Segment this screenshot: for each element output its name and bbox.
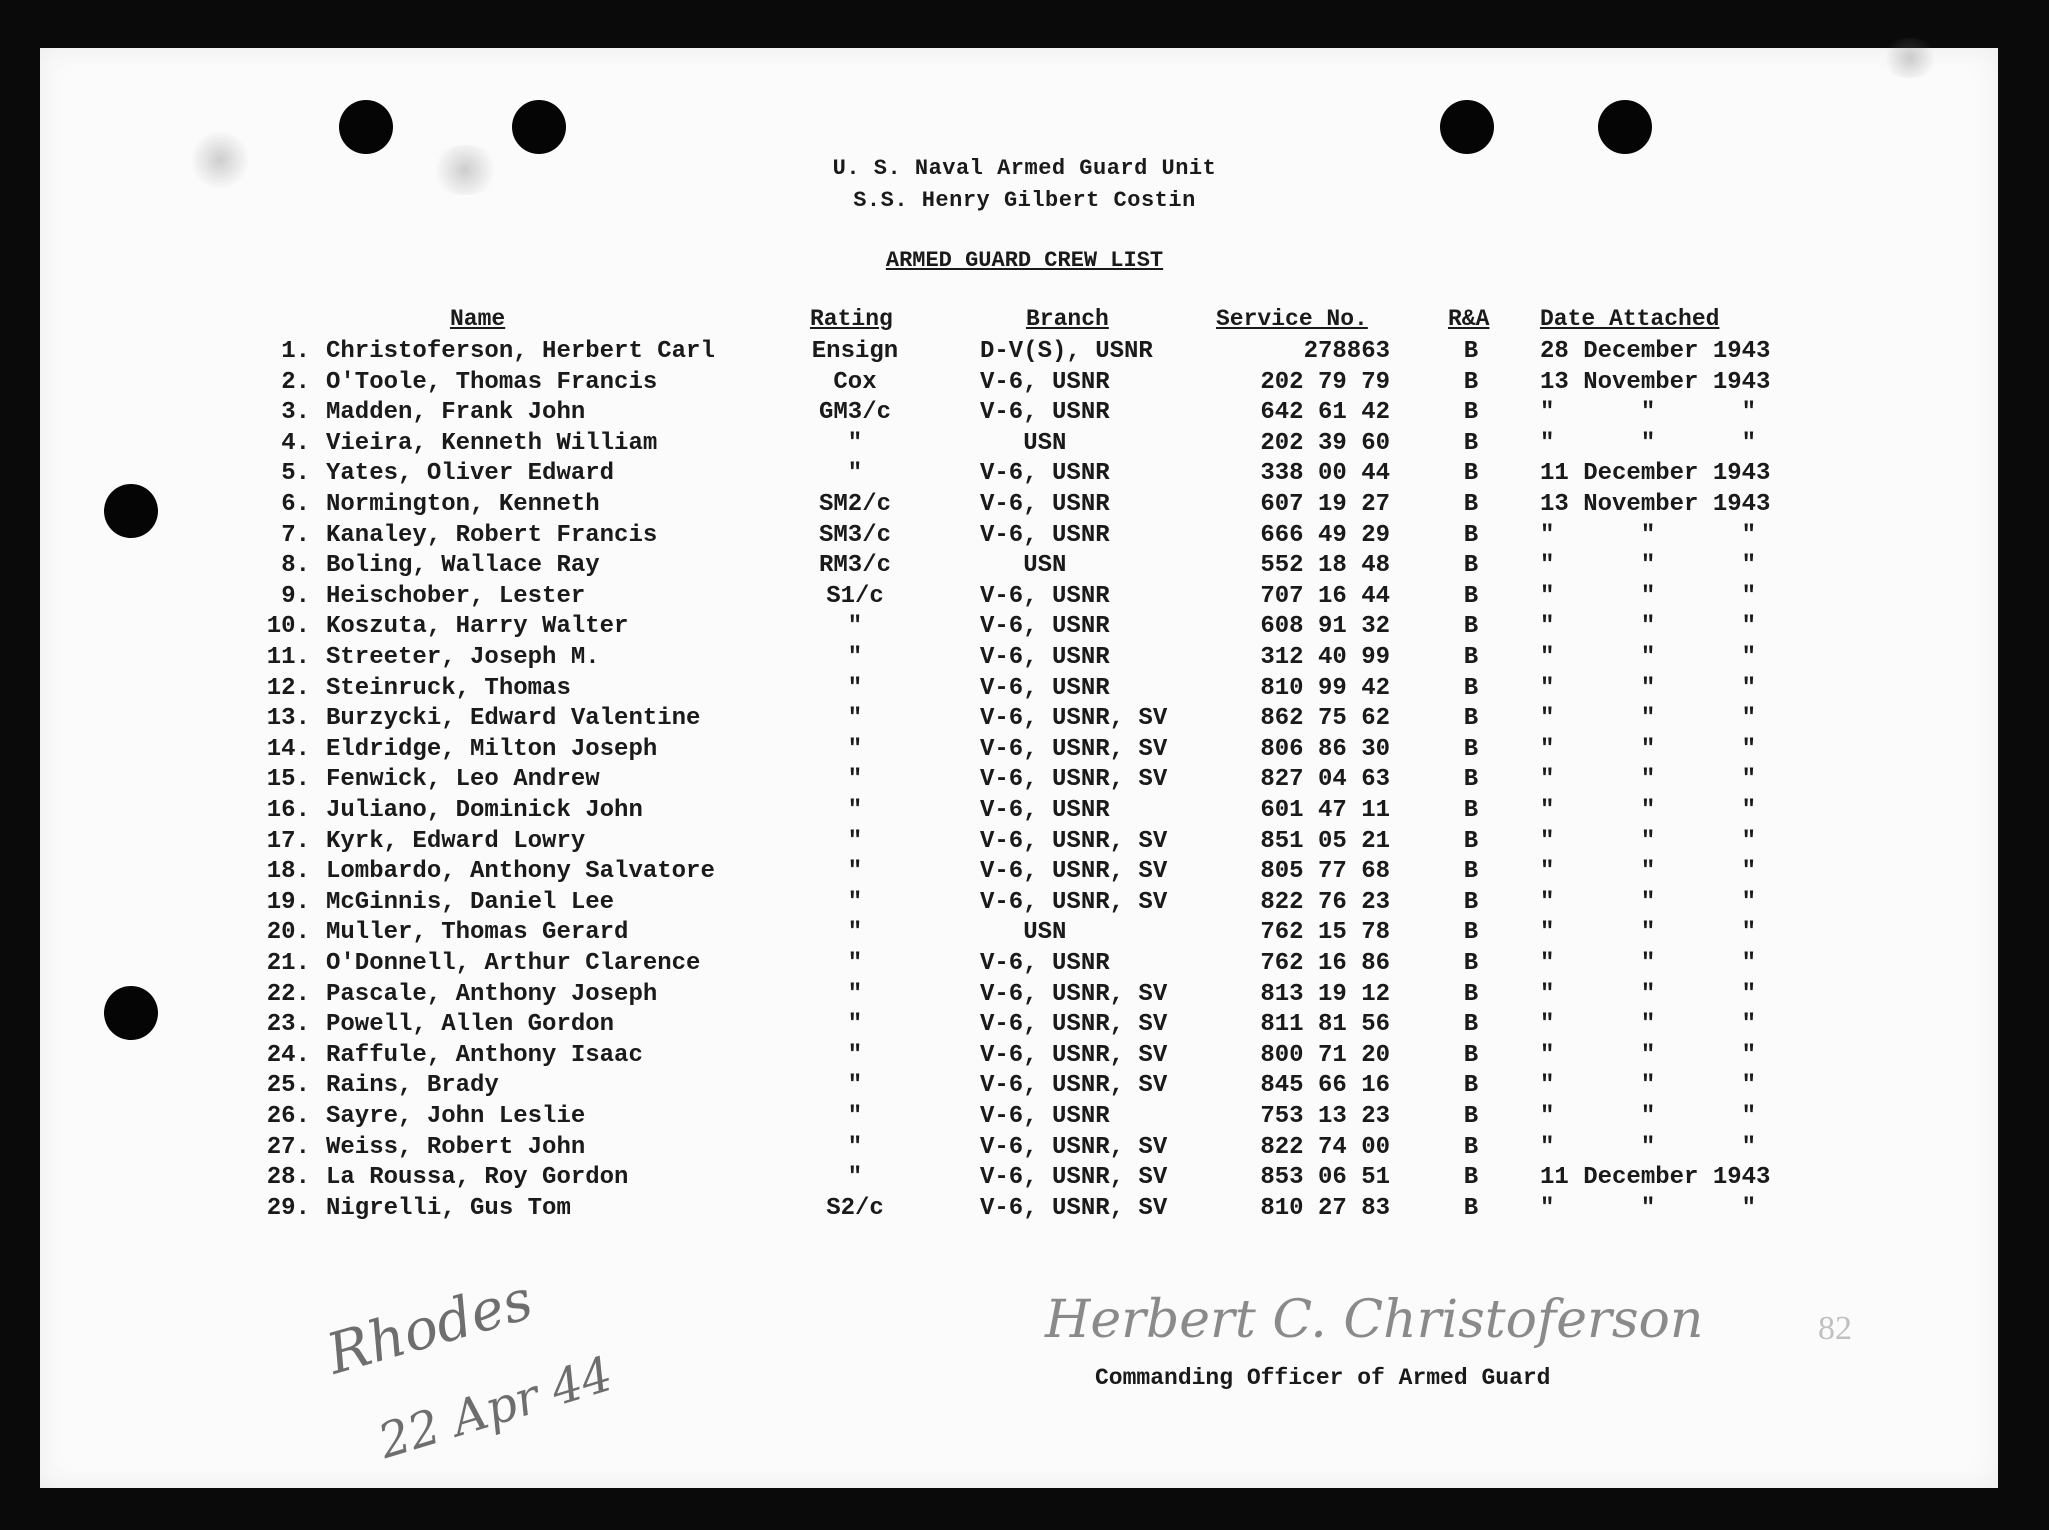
crew-row [0,797,2049,827]
crew-row [0,369,2049,399]
crew-rating: RM3/c [818,552,891,580]
crew-ra: B [1463,582,1479,610]
crew-service-no: 707 16 44 [1260,582,1390,610]
crew-date-attached: 11 December 1943 [1540,1164,1771,1192]
row-number: 8. [281,552,310,580]
crew-row [0,644,2049,674]
crew-row [0,828,2049,858]
crew-name: Raffule, Anthony Isaac [326,1041,643,1069]
crew-branch: V-6, USNR [980,644,1110,671]
row-number: 4. [281,429,310,457]
crew-rating: S1/c [826,582,884,610]
crew-name: Eldridge, Milton Joseph [326,735,658,763]
crew-ra: B [1463,399,1479,427]
crew-name: Vieira, Kenneth William [326,429,658,457]
crew-ra: B [1463,1072,1479,1100]
crew-rating: " [847,429,863,457]
row-number: 23. [266,1011,310,1039]
row-number: 21. [266,950,310,977]
crew-service-no: 601 47 11 [1260,797,1390,824]
crew-row [0,613,2049,643]
crew-name: O'Donnell, Arthur Clarence [326,950,701,977]
crew-ra: B [1463,338,1479,365]
crew-service-no: 607 19 27 [1260,491,1390,518]
crew-rating: " [847,888,863,916]
crew-service-no: 805 77 68 [1260,858,1390,886]
row-number: 25. [266,1072,310,1100]
crew-service-no: 642 61 42 [1260,399,1390,427]
row-number: 18. [266,858,310,886]
row-number: 24. [266,1041,310,1069]
row-number: 14. [266,735,310,763]
crew-service-no: 822 76 23 [1260,888,1390,916]
crew-service-no: 827 04 63 [1260,766,1390,794]
unit-header: U. S. Naval Armed Guard Unit [832,156,1217,181]
crew-service-no: 806 86 30 [1260,735,1390,763]
crew-name: Kyrk, Edward Lowry [326,827,586,855]
handwritten-note-date: 22 Apr 44 [372,1345,619,1471]
crew-ra: B [1463,888,1479,916]
punch-hole [339,100,393,154]
column-header-service-no: Service No. [1216,306,1368,332]
crew-row [0,1011,2049,1041]
crew-branch: V-6, USNR [980,950,1110,977]
column-header-rating: Rating [810,306,893,332]
crew-ra: B [1463,705,1479,733]
crew-date-attached: " " " [1540,735,1757,763]
crew-name: Streeter, Joseph M. [326,644,600,671]
crew-name: Burzycki, Edward Valentine [326,705,701,733]
crew-ra: B [1463,368,1479,396]
crew-date-attached: " " " [1540,858,1757,886]
crew-branch: V-6, USNR, SV [980,1133,1168,1161]
crew-date-attached: " " " [1540,1041,1757,1069]
crew-rating: " [847,919,863,947]
crew-service-no: 810 99 42 [1260,674,1390,702]
crew-branch: V-6, USNR [980,797,1110,824]
crew-ra: B [1463,429,1479,457]
row-number: 9. [281,582,310,610]
crew-branch: V-6, USNR, SV [980,1041,1168,1069]
crew-rating: " [847,980,863,1008]
crew-name: Heischober, Lester [326,582,586,610]
crew-branch: V-6, USNR [980,460,1110,488]
crew-date-attached: " " " [1540,1011,1757,1039]
row-number: 3. [281,399,310,427]
crew-name: Kanaley, Robert Francis [326,521,658,549]
crew-rating: " [847,858,863,886]
crew-name: O'Toole, Thomas Francis [326,368,658,396]
crew-service-no: 666 49 29 [1260,521,1390,549]
row-number: 28. [266,1164,310,1192]
crew-rating: " [847,1072,863,1100]
crew-service-no: 853 06 51 [1260,1164,1390,1192]
row-number: 29. [266,1194,310,1222]
crew-name: Rains, Brady [326,1072,499,1100]
crew-row [0,1134,2049,1164]
row-number: 6. [281,491,310,518]
crew-service-no: 762 16 86 [1260,950,1390,977]
crew-rating: SM2/c [818,491,891,518]
crew-service-no: 813 19 12 [1260,980,1390,1008]
crew-branch: V-6, USNR, SV [980,1194,1168,1222]
crew-row [0,1072,2049,1102]
crew-name: Christoferson, Herbert Carl [326,338,715,365]
crew-date-attached: 28 December 1943 [1540,338,1771,365]
crew-branch: V-6, USNR, SV [980,888,1168,916]
crew-name: Lombardo, Anthony Salvatore [326,858,715,886]
crew-branch: V-6, USNR [980,613,1110,641]
crew-rating: " [847,1103,863,1130]
row-number: 20. [266,919,310,947]
crew-row [0,583,2049,613]
row-number: 10. [266,613,310,641]
crew-name: Juliano, Dominick John [326,797,643,824]
crew-date-attached: " " " [1540,399,1757,427]
row-number: 16. [266,797,310,824]
crew-row [0,889,2049,919]
crew-rating: " [847,1164,863,1192]
column-header-name: Name [450,306,506,332]
crew-branch: V-6, USNR, SV [980,1011,1168,1039]
crew-row [0,338,2049,368]
crew-date-attached: " " " [1540,674,1757,702]
crew-date-attached: " " " [1540,1072,1757,1100]
crew-branch: V-6, USNR, SV [980,827,1168,855]
crew-name: La Roussa, Roy Gordon [326,1164,629,1192]
crew-service-no: 800 71 20 [1260,1041,1390,1069]
crew-service-no: 822 74 00 [1260,1133,1390,1161]
crew-date-attached: " " " [1540,521,1757,549]
crew-date-attached: " " " [1540,644,1757,671]
crew-service-no: 552 18 48 [1260,552,1390,580]
crew-name: Yates, Oliver Edward [326,460,615,488]
crew-service-no: 202 79 79 [1260,368,1390,396]
crew-ra: B [1463,919,1479,947]
crew-ra: B [1463,644,1479,671]
crew-service-no: 338 00 44 [1260,460,1390,488]
crew-service-no: 845 66 16 [1260,1072,1390,1100]
crew-row [0,552,2049,582]
crew-date-attached: " " " [1540,613,1757,641]
crew-row [0,1042,2049,1072]
punch-hole [1440,100,1494,154]
crew-row [0,981,2049,1011]
crew-name: Koszuta, Harry Walter [326,613,629,641]
crew-service-no: 811 81 56 [1260,1011,1390,1039]
crew-rating: S2/c [826,1194,884,1222]
crew-service-no: 753 13 23 [1260,1103,1390,1130]
crew-ra: B [1463,827,1479,855]
crew-row [0,919,2049,949]
crew-branch: V-6, USNR, SV [980,1072,1168,1100]
column-header-branch: Branch [1026,306,1109,332]
page-number: 82 [1818,1310,1852,1347]
crew-branch: V-6, USNR [980,521,1110,549]
crew-date-attached: " " " [1540,827,1757,855]
crew-rating: " [847,950,863,977]
column-header-date-attached: Date Attached [1540,306,1720,332]
crew-rating: " [847,674,863,702]
crew-rating: " [847,613,863,641]
signature-title: Commanding Officer of Armed Guard [1095,1365,1551,1391]
ship-header: S.S. Henry Gilbert Costin [853,188,1196,213]
crew-ra: B [1463,950,1479,977]
crew-name: Fenwick, Leo Andrew [326,766,600,794]
crew-rating: " [847,644,863,671]
crew-branch: V-6, USNR [980,582,1110,610]
crew-date-attached: " " " [1540,705,1757,733]
smudge-mark [1880,38,1940,78]
crew-ra: B [1463,797,1479,824]
crew-ra: B [1463,1103,1479,1130]
crew-date-attached: " " " [1540,919,1757,947]
crew-ra: B [1463,858,1479,886]
crew-service-no: 810 27 83 [1260,1194,1390,1222]
crew-date-attached: " " " [1540,1133,1757,1161]
crew-date-attached: " " " [1540,766,1757,794]
crew-branch: USN [980,429,1067,457]
crew-date-attached: 13 November 1943 [1540,491,1771,518]
crew-branch: V-6, USNR, SV [980,858,1168,886]
crew-branch: D-V(S), USNR [980,338,1153,365]
crew-date-attached: " " " [1540,582,1757,610]
crew-service-no: 278863 [1303,338,1390,365]
crew-name: Nigrelli, Gus Tom [326,1194,571,1222]
crew-row [0,950,2049,980]
row-number: 26. [266,1103,310,1130]
crew-date-attached: " " " [1540,552,1757,580]
crew-service-no: 851 05 21 [1260,827,1390,855]
crew-rating: " [847,1041,863,1069]
row-number: 13. [266,705,310,733]
document-title: ARMED GUARD CREW LIST [885,248,1164,273]
crew-branch: V-6, USNR, SV [980,980,1168,1008]
punch-hole [512,100,566,154]
crew-branch: V-6, USNR, SV [980,705,1168,733]
crew-row [0,705,2049,735]
crew-branch: V-6, USNR [980,368,1110,396]
crew-rating: " [847,735,863,763]
row-number: 19. [266,888,310,916]
row-number: 17. [266,827,310,855]
crew-date-attached: 11 December 1943 [1540,460,1771,488]
crew-ra: B [1463,521,1479,549]
crew-date-attached: " " " [1540,1103,1757,1130]
handwritten-note-name: Rhodes [320,1267,540,1388]
crew-service-no: 762 15 78 [1260,919,1390,947]
crew-row [0,1103,2049,1133]
crew-date-attached: " " " [1540,1194,1757,1222]
crew-rating: " [847,1133,863,1161]
crew-branch: V-6, USNR, SV [980,735,1168,763]
crew-name: Madden, Frank John [326,399,586,427]
crew-rating: GM3/c [818,399,891,427]
crew-rating: " [847,460,863,488]
crew-service-no: 862 75 62 [1260,705,1390,733]
crew-rating: " [847,1011,863,1039]
crew-name: Boling, Wallace Ray [326,552,600,580]
crew-ra: B [1463,766,1479,794]
crew-name: Muller, Thomas Gerard [326,919,629,947]
crew-name: Weiss, Robert John [326,1133,586,1161]
crew-name: Steinruck, Thomas [326,674,571,702]
crew-row [0,522,2049,552]
crew-rating: " [847,797,863,824]
crew-branch: V-6, USNR, SV [980,766,1168,794]
crew-service-no: 312 40 99 [1260,644,1390,671]
crew-date-attached: " " " [1540,429,1757,457]
row-number: 5. [281,460,310,488]
crew-rating: SM3/c [818,521,891,549]
row-number: 12. [266,674,310,702]
crew-row [0,430,2049,460]
crew-ra: B [1463,1011,1479,1039]
crew-name: Powell, Allen Gordon [326,1011,615,1039]
crew-ra: B [1463,491,1479,518]
row-number: 7. [281,521,310,549]
crew-row [0,491,2049,521]
crew-service-no: 202 39 60 [1260,429,1390,457]
crew-name: McGinnis, Daniel Lee [326,888,615,916]
crew-rating: Ensign [811,338,899,365]
crew-ra: B [1463,674,1479,702]
crew-name: Normington, Kenneth [326,491,600,518]
crew-branch: V-6, USNR [980,399,1110,427]
punch-hole [1598,100,1652,154]
crew-branch: V-6, USNR, SV [980,1164,1168,1192]
crew-ra: B [1463,613,1479,641]
crew-branch: USN [980,552,1067,580]
crew-ra: B [1463,552,1479,580]
signature: Herbert C. Christoferson [1045,1290,1704,1350]
row-number: 27. [266,1133,310,1161]
crew-name: Pascale, Anthony Joseph [326,980,658,1008]
crew-ra: B [1463,735,1479,763]
crew-row [0,1195,2049,1225]
crew-rating: " [847,705,863,733]
crew-row [0,675,2049,705]
crew-branch: USN [980,919,1067,947]
crew-date-attached: " " " [1540,950,1757,977]
crew-date-attached: " " " [1540,980,1757,1008]
row-number: 22. [266,980,310,1008]
column-header-ra: R&A [1448,306,1490,332]
crew-ra: B [1463,1164,1479,1192]
crew-service-no: 608 91 32 [1260,613,1390,641]
crew-row [0,399,2049,429]
crew-branch: V-6, USNR [980,674,1110,702]
crew-ra: B [1463,460,1479,488]
crew-row [0,858,2049,888]
crew-ra: B [1463,1133,1479,1161]
crew-name: Sayre, John Leslie [326,1103,586,1130]
row-number: 15. [266,766,310,794]
crew-branch: V-6, USNR [980,1103,1110,1130]
crew-date-attached: " " " [1540,797,1757,824]
crew-date-attached: 13 November 1943 [1540,368,1771,396]
crew-row [0,460,2049,490]
crew-ra: B [1463,980,1479,1008]
crew-ra: B [1463,1194,1479,1222]
row-number: 1. [281,338,310,365]
crew-row [0,736,2049,766]
row-number: 2. [281,368,310,396]
crew-rating: " [847,827,863,855]
crew-branch: V-6, USNR [980,491,1110,518]
row-number: 11. [266,644,310,671]
crew-row [0,1164,2049,1194]
crew-date-attached: " " " [1540,888,1757,916]
crew-ra: B [1463,1041,1479,1069]
crew-rating: " [847,766,863,794]
crew-row [0,766,2049,796]
crew-rating: Cox [833,368,877,396]
